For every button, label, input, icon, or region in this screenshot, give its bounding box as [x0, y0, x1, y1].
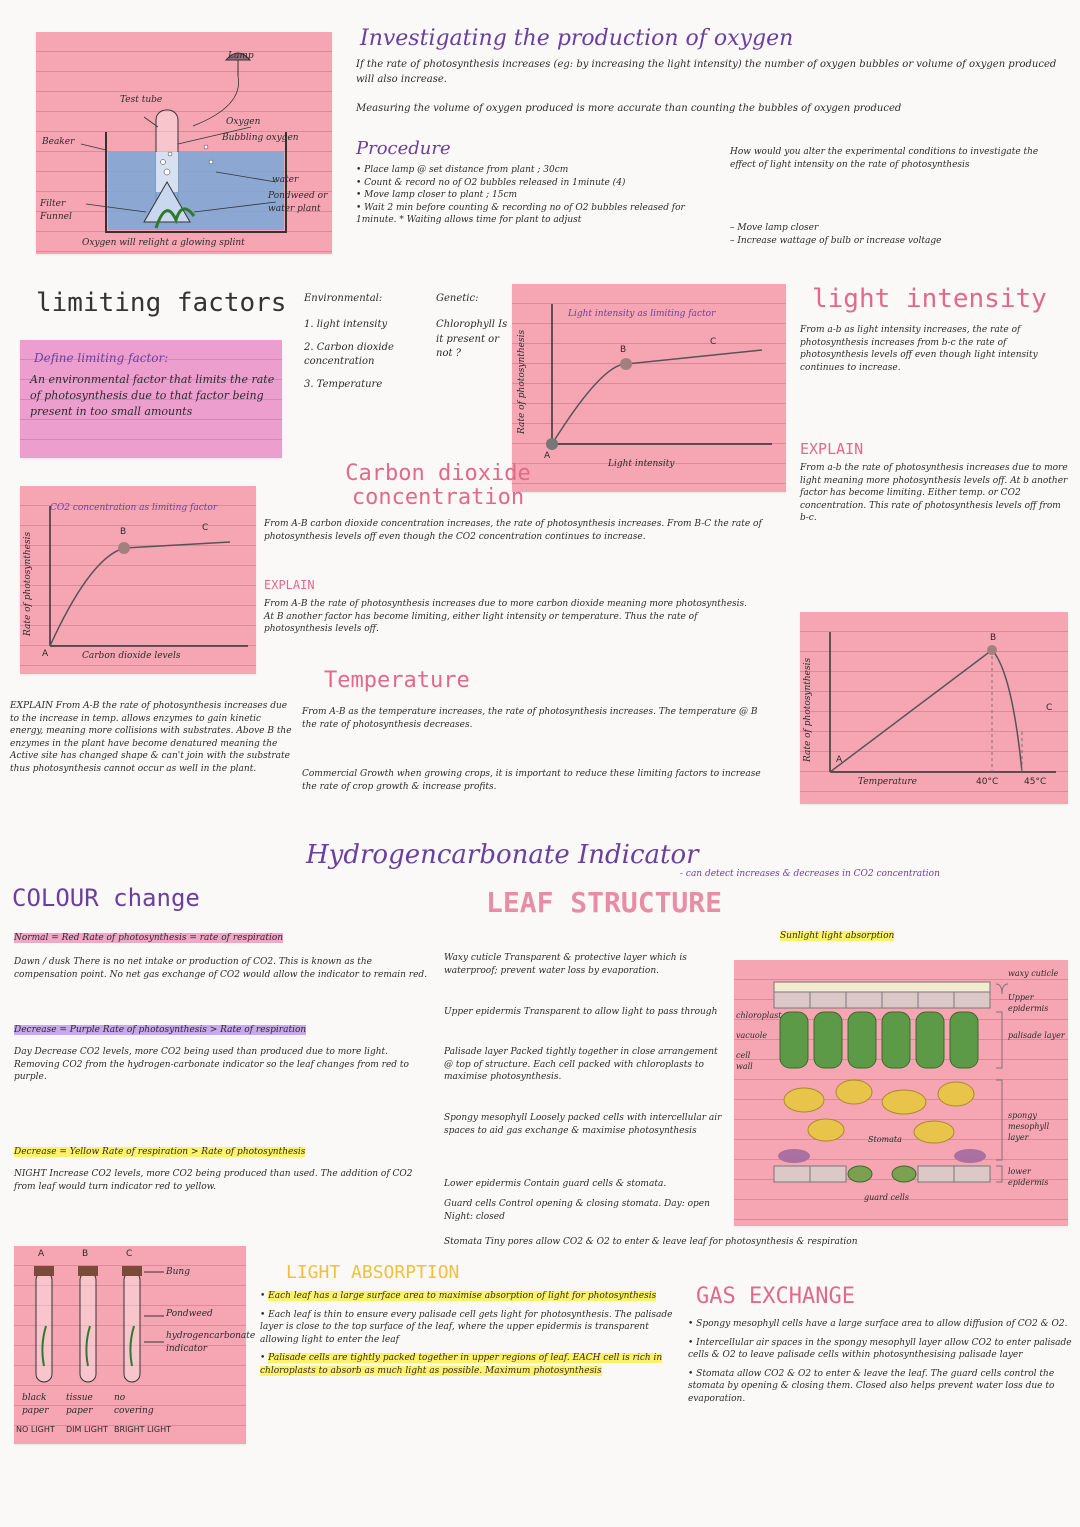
cover-none: no covering — [114, 1393, 154, 1416]
gas-exchange-title: GAS EXCHANGE — [696, 1284, 855, 1309]
leaf-upper: Upper epidermis Transparent to allow light to pass through — [444, 1007, 718, 1017]
co2-graph-title: CO2 concentration as limiting factor — [50, 503, 218, 513]
light-graph-xlabel: Light intensity — [608, 459, 675, 469]
lamp-label: Lamp — [228, 51, 254, 61]
leaf-palisade: Palisade layer Packed tightly together in close arrangement @ top of structure. Each cell packed with chloroplasts to maximise photosynthesis. — [444, 1047, 718, 1083]
label-guard-cells: guard cells — [864, 1193, 909, 1202]
define-text: An environmental factor that limits the rate of photosynthesis due to that factor being present in too small amounts — [30, 373, 275, 418]
cover-black: black paper — [22, 1393, 49, 1416]
label-stomata: Stomata — [868, 1135, 902, 1144]
co2-title: Carbon dioxide concentration — [345, 461, 531, 511]
light-graph-label-c: C — [710, 337, 717, 347]
light-absorption-title: LIGHT ABSORPTION — [286, 1262, 460, 1283]
light-none: NO LIGHT — [16, 1425, 55, 1434]
co2-graph-card — [20, 486, 256, 674]
water-label: water — [272, 175, 299, 185]
temp-graph-xlabel: Temperature — [858, 777, 917, 787]
label-palisade: palisade layer — [1008, 1031, 1065, 1040]
indicator-subtitle: - can detect increases & decreases in CO2 concentration — [680, 869, 940, 879]
leaf-stomata: Stomata Tiny pores allow CO2 & O2 to enter & leave leaf for photosynthesis & respiration — [444, 1237, 858, 1247]
oxygen-caption: Oxygen will relight a glowing splint — [82, 238, 245, 248]
co2-explain-title: EXPLAIN — [264, 578, 315, 592]
indicator-normal: Normal = Red Rate of photosynthesis = rate of respiration — [14, 933, 284, 943]
bung-label: Bung — [166, 1267, 190, 1277]
label-upper: Upper epidermis — [1008, 993, 1049, 1014]
procedure-steps — [356, 164, 716, 227]
light-intensity-title: light intensity — [812, 284, 1047, 314]
tubes-card — [14, 1246, 256, 1444]
tube-pondweed-label: Pondweed — [166, 1309, 213, 1319]
light-graph-label-a: A — [544, 451, 551, 461]
leaf-structure-title: LEAF STRUCTURE — [486, 886, 723, 919]
oxygen-apparatus-card — [36, 32, 332, 254]
gas-exchange-point: • Spongy mesophyll cells have a large surface area to allow diffusion of CO2 & O2. — [688, 1319, 1068, 1329]
env-item: 3. Temperature — [304, 378, 383, 390]
indicator-dawn: Dawn / dusk There is no net intake or production of CO2. This is known as the compensation point. No net gas exchange of CO2 would allow the indicator to remain red. — [14, 957, 428, 980]
co2-graph-ylabel: Rate of photosynthesis — [23, 531, 33, 636]
temperature-commercial: Commercial Growth when growing crops, it is important to reduce these limiting factors to increase the rate of crop growth & increase profits. — [302, 769, 761, 792]
temp-graph-ylabel: Rate of photosynthesis — [803, 657, 813, 762]
limiting-title: limiting factors — [36, 288, 287, 318]
co2-graph-label-c: C — [202, 523, 209, 533]
env-title: Environmental: — [304, 293, 383, 304]
co2-explain-text: From A-B the rate of photosynthesis increases due to more carbon dioxide meaning more photosynthesis. At B another factor has become limiting, either light intensity or temperature. Thus the rate of photosynthesis levels off. — [264, 599, 747, 635]
light-absorption-point: • Each leaf is thin to ensure every palisade cell gets light for photosynthesis. The palisade layer is close to the top surface of the leaf, where the upper epidermis is transparent allowing light to enter the leaf — [260, 1309, 673, 1345]
light-graph-title: Light intensity as limiting factor — [568, 309, 716, 319]
env-item: 2. Carbon dioxide concentration — [304, 341, 394, 367]
co2-graph-xlabel: Carbon dioxide levels — [82, 651, 181, 661]
light-absorption-point: • Palisade cells are tightly packed together in upper regions of leaf. EACH cell is rich in chloroplasts to absorb as much light as possible. Maximum photosynthesis — [260, 1353, 663, 1376]
answer-item: – Move lamp closer — [730, 223, 819, 233]
light-dim: DIM LIGHT — [66, 1425, 108, 1434]
tube-label-b: B — [82, 1249, 89, 1259]
env-items — [304, 318, 424, 392]
funnel-label: Filter Funnel — [40, 199, 72, 222]
procedure-title: Procedure — [356, 138, 451, 159]
experiment-answers — [730, 222, 1060, 247]
label-vacuole: vacuole — [736, 1031, 768, 1040]
temp-graph-label-a: A — [836, 755, 843, 765]
label-spongy: spongy mesophyll layer — [1008, 1111, 1050, 1143]
leaf-waxy: Waxy cuticle Transparent & protective layer which is waterproof; prevent water loss by evaporation. — [444, 953, 687, 976]
tube-label-c: C — [126, 1249, 133, 1259]
gas-exchange-list — [688, 1318, 1072, 1406]
temperature-explain: EXPLAIN From A-B the rate of photosynthesis increases due to the increase in temp. allows enzymes to gain kinetic energy, meaning more collisions with substrates. Above B the enzymes in the plant have become denatured meaning the Active site has changed shape & can't join with the substrate thus photosynthesis cannot occur as well in the plant. — [10, 701, 292, 774]
temperature-text: From A-B as the temperature increases, the rate of photosynthesis increases. The temperature @ B the rate of photosynthesis decreases. — [302, 707, 758, 730]
procedure-step: • Move lamp closer to plant ; 15cm — [356, 190, 518, 201]
investigating-intro: If the rate of photosynthesis increases (eg: by increasing the light intensity) the number of oxygen bubbles or volume of oxygen produced will also increase. — [356, 59, 1057, 85]
beaker-label: Beaker — [42, 137, 75, 147]
colour-change-title: COLOUR change — [12, 884, 200, 912]
genetic-text: Chlorophyll Is it present or not ? — [436, 319, 508, 359]
define-card — [20, 340, 282, 458]
temperature-title: Temperature — [324, 668, 470, 693]
define-title: Define limiting factor: — [34, 351, 169, 365]
investigating-measure: Measuring the volume of oxygen produced is more accurate than counting the bubbles of oxygen produced — [356, 103, 902, 114]
gas-exchange-point: • Stomata allow CO2 & O2 to enter & leave the leaf. The guard cells control the stomata by opening & closing them. Closed also helps prevent water loss due to evaporation. — [688, 1368, 1055, 1404]
leaf-diagram-card — [734, 960, 1068, 1226]
co2-graph-label-a: A — [42, 649, 49, 659]
light-graph-label-b: B — [620, 345, 627, 355]
light-graph-ylabel: Rate of photosynthesis — [517, 329, 527, 434]
procedure-step: • Count & record no of O2 bubbles released in 1minute (4) — [356, 177, 626, 188]
env-item: 1. light intensity — [304, 319, 388, 330]
label-waxy: waxy cuticle — [1008, 969, 1059, 978]
indicator-increase: Decrease = Yellow Rate of respiration > Rate of photosynthesis — [14, 1147, 306, 1157]
temp-graph-label-b: B — [990, 633, 997, 643]
label-cell-wall: cell wall — [736, 1051, 753, 1072]
tube-indicator-label: hydrogencarbonate indicator — [166, 1331, 256, 1354]
pondweed-label: Pondweed or water plant — [268, 191, 328, 214]
temp-tick-45: 45°C — [1024, 777, 1047, 787]
answer-item: – Increase wattage of bulb or increase voltage — [730, 235, 942, 246]
indicator-day: Day Decrease CO2 levels, more CO2 being used than produced due to more light. Removing CO2 from the hydrogen-carbonate indicator so the leaf changes from red to purple. — [14, 1047, 409, 1083]
temp-tick-40: 40°C — [976, 777, 999, 787]
indicator-title: Hydrogencarbonate Indicator — [306, 840, 699, 870]
bubbling-label: Bubbling oxygen — [222, 133, 299, 143]
tube-label-a: A — [38, 1249, 45, 1259]
oxygen-label: Oxygen — [226, 117, 261, 127]
label-lower: lower epidermis — [1008, 1167, 1049, 1188]
co2-text: From A-B carbon dioxide concentration increases, the rate of photosynthesis increases. From B-C the rate of photosynthesis levels off even though the CO2 concentration continues to increase. — [264, 519, 762, 542]
procedure-step: • Place lamp @ set distance from plant ; 30cm — [356, 165, 569, 175]
procedure-step: • Wait 2 min before counting & recording no of O2 bubbles released for 1minute. * Waiting allows time for plant to adjust — [356, 202, 685, 226]
leaf-guard: Guard cells Control opening & closing stomata. Day: open Night: closed — [444, 1199, 710, 1222]
light-explain-text: From a-b the rate of photosynthesis increases due to more light meaning more photosynthesis levels off. At b another factor has become limiting. Either temp. or CO2 concentration. This rate of photosynthesis levels off from b-c. — [800, 463, 1068, 524]
light-intensity-text: From a-b as light intensity increases, the rate of photosynthesis increases from b-c the rate of photosynthesis levels off even though light intensity continues to increase. — [800, 325, 1038, 373]
temp-graph-label-c: C — [1046, 703, 1053, 713]
indicator-night: NIGHT Increase CO2 levels, more CO2 being produced than used. The addition of CO2 from leaf would turn indicator red to yellow. — [14, 1169, 413, 1192]
experiment-question: How would you alter the experimental conditions to investigate the effect of light intensity on the rate of photosynthesis — [730, 147, 1039, 170]
co2-graph-label-b: B — [120, 527, 127, 537]
light-absorption-list — [260, 1290, 680, 1378]
temp-graph-card — [800, 612, 1068, 804]
light-graph-card — [512, 284, 786, 492]
cover-tissue: tissue paper — [66, 1393, 93, 1416]
label-chloroplast: chloroplast — [736, 1011, 782, 1020]
indicator-decrease: Decrease = Purple Rate of photosynthesis > Rate of respiration — [14, 1025, 307, 1035]
light-bright: BRIGHT LIGHT — [114, 1425, 171, 1434]
light-absorption-point: • Each leaf has a large surface area to maximise absorption of light for photosynthesis — [260, 1291, 657, 1301]
genetic-title: Genetic: — [436, 293, 479, 304]
gas-exchange-point: • Intercellular air spaces in the spongy mesophyll layer allow CO2 to enter palisade cells & O2 to leave palisade cells within photosynthesising palisade layer — [688, 1337, 1072, 1361]
leaf-lower: Lower epidermis Contain guard cells & stomata. — [444, 1179, 667, 1189]
sunlight-label: Sunlight light absorption — [780, 931, 895, 941]
light-explain-title: EXPLAIN — [800, 440, 864, 458]
test-tube-label: Test tube — [120, 95, 163, 105]
investigating-title: Investigating the production of oxygen — [360, 26, 794, 51]
leaf-spongy: Spongy mesophyll Loosely packed cells with intercellular air spaces to aid gas exchange & maximise photosynthesis — [444, 1113, 722, 1136]
